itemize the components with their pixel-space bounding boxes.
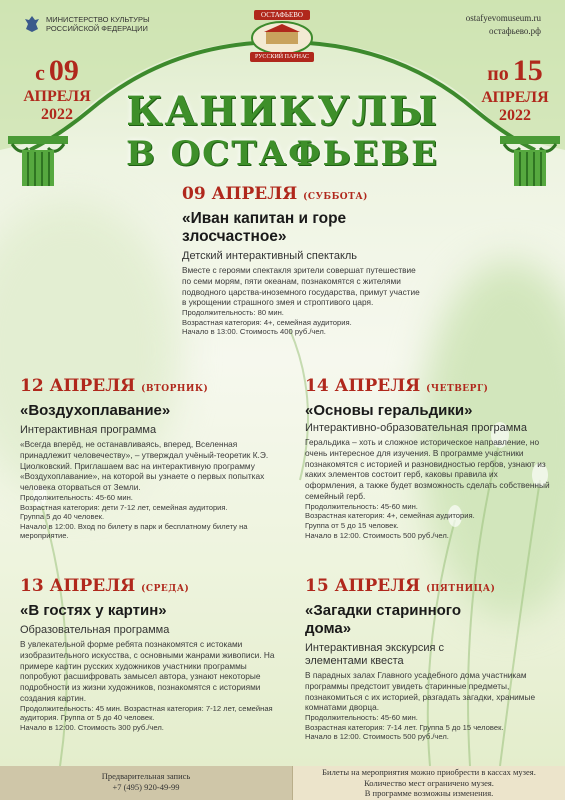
start-date-prefix: с [35,60,45,85]
event-duration: Продолжительность: 45-60 мин. [305,501,418,511]
event-title: «В гостях у картин» [20,602,167,619]
event-type: Образовательная программа [20,624,170,636]
footer [0,766,565,800]
event-apr-09 [182,184,422,337]
event-title: «Загадки старинного дома» [305,602,461,637]
logo-top-text: ОСТАФЬЕВО [261,11,303,19]
event-date: 09 АПРЕЛЯ [182,184,298,204]
website-url-cyrillic[interactable]: остафьево.рф [489,26,541,36]
start-date-month: АПРЕЛЯ [23,88,91,105]
event-age: Возрастная категория: 7-14 лет. Группа 5 до 15 человек. [305,722,504,732]
event-age: Возрастная категория: 4+, семейная аудитория. [305,511,475,521]
footer-notice [292,766,565,800]
event-age: Возрастная категория: дети 7-12 лет, семейная аудитория. [20,502,228,512]
event-description: Геральдика – хоть и сложное историческое направление, но очень интересное для изучения. В программе участники познакомятся с историей и разновидностью гербов, узнают из каких элементов состоит герб, каковы правила их оформления, а также будет возможность сделать собственный семейный герб. [305,437,550,501]
event-type: Интерактивно-образовательная программа [305,422,527,434]
event-type: Интерактивная экскурсия с элементами квеста [305,642,445,667]
event-title: «Иван капитан и горе злосчастное» [182,210,347,245]
event-duration: Продолжительность: 80 мин. [182,308,284,318]
event-apr-14 [305,376,550,540]
event-day: (СУББОТА) [303,192,368,202]
event-description: В парадных залах Главного усадебного дома участникам программы предстоит увидеть старинные предметы, познакомиться с их историей, разгадать загадки, хранимые комнатами дворца. [305,670,536,713]
end-date-day: 15 [512,54,543,87]
event-title: «Воздухоплавание» [20,402,171,419]
start-date-day: 09 [48,54,79,87]
event-date: 12 АПРЕЛЯ [20,376,136,396]
event-group: Группа от 5 до 15 человек. [305,520,399,530]
event-type: Интерактивная программа [20,424,157,436]
column-capital-left-icon [8,136,68,186]
ministry-line1: МИНИСТЕРСТВО КУЛЬТУРЫ [46,15,150,24]
end-date-month: АПРЕЛЯ [481,89,549,106]
event-duration: Продолжительность: 45 мин. Возрастная категория: 7-12 лет, семейная аудитория. Группа от 5 до 40 человек. [20,703,273,723]
event-title: «Основы геральдики» [305,402,473,419]
start-date [12,56,102,124]
event-duration: Продолжительность: 45-60 мин. [20,492,133,502]
notice-line3: В программе возможны изменения. [364,788,494,798]
event-description: Вместе с героями спектакля зрители совершат путешествие по семи морям, пяти океанам, познакомятся с жителями подводного царства-иноземного государства, примут участие в укрощении страшного змея и строптивого царя. [182,265,420,308]
event-group: Группа 5 до 40 человек. [20,512,105,522]
event-day: (ПЯТНИЦА) [426,584,496,594]
website-info [466,12,541,38]
event-type: Детский интерактивный спектакль [182,250,358,262]
end-date [470,56,560,125]
event-description: В увлекательной форме ребята познакомятся с истоками изобразительного искусства, с основными жанрами живописи. На примере картин русских художников участники программы попробуют расшифровать замысел автора, узнают некоторые подробности из жизни художников, познакомятся с историями создания картин. [20,639,275,703]
footer-registration [0,766,292,800]
main-title-line2: В ОСТАФЬЕВЕ [125,134,440,174]
end-date-prefix: по [487,63,509,85]
ministry-logo [24,14,150,34]
ministry-line2: РОССИЙСКОЙ ФЕДЕРАЦИИ [46,24,148,33]
event-duration: Продолжительность: 45-60 мин. [305,713,418,723]
registration-phone[interactable]: +7 (495) 920-49-99 [112,782,180,792]
main-title-line1: КАНИКУЛЫ [126,88,439,135]
website-url-latin[interactable]: ostafyevomuseum.ru [465,13,541,23]
eagle-emblem-icon [24,14,40,34]
start-date-year: 2022 [41,106,73,123]
event-date: 13 АПРЕЛЯ [20,576,136,596]
notice-line1: Билеты на мероприятия можно приобрести в кассах музея. [322,767,536,777]
event-price: Начало в 13:00. Стоимость 400 руб./чел. [182,327,326,337]
notice-line2: Количество мест ограничено музея. [364,777,494,788]
event-day: (ВТОРНИК) [141,384,209,394]
event-apr-12 [20,376,276,541]
event-price: Начало в 12:00. Стоимость 500 руб./чел. [305,732,449,742]
event-apr-13 [20,576,276,733]
header [0,0,565,180]
event-date: 14 АПРЕЛЯ [305,376,421,396]
event-description: «Всегда вперёд, не останавливаясь, вперед, Вселенная принадлежит человечеству», – утверждал учёный-теоретик К.Э. Циолковский. Приглашаем вас на интерактивную программу «Воздухоплавание», на которой вы узнаете о первых попытках человека оторваться от Земли. [20,439,269,493]
event-date: 15 АПРЕЛЯ [305,576,421,596]
event-day: (ЧЕТВЕРГ) [426,384,489,394]
event-day: (СРЕДА) [141,584,190,594]
end-date-year: 2022 [499,107,531,124]
event-price: Начало в 12:00. Стоимость 300 руб./чел. [20,722,164,732]
event-price: Начало в 12:00. Стоимость 500 руб./чел. [305,530,449,540]
ostafyevo-logo [232,6,332,66]
event-price: Начало в 12:00. Вход по билету в парк и бесплатному билету на мероприятие. [20,521,248,541]
event-apr-15 [305,576,550,742]
column-capital-right-icon [500,136,560,186]
registration-label: Предварительная запись [101,771,191,781]
logo-bottom-text: РУССКИЙ ПАРНАС [255,54,309,60]
event-age: Возрастная категория: 4+, семейная аудитория. [182,317,352,327]
